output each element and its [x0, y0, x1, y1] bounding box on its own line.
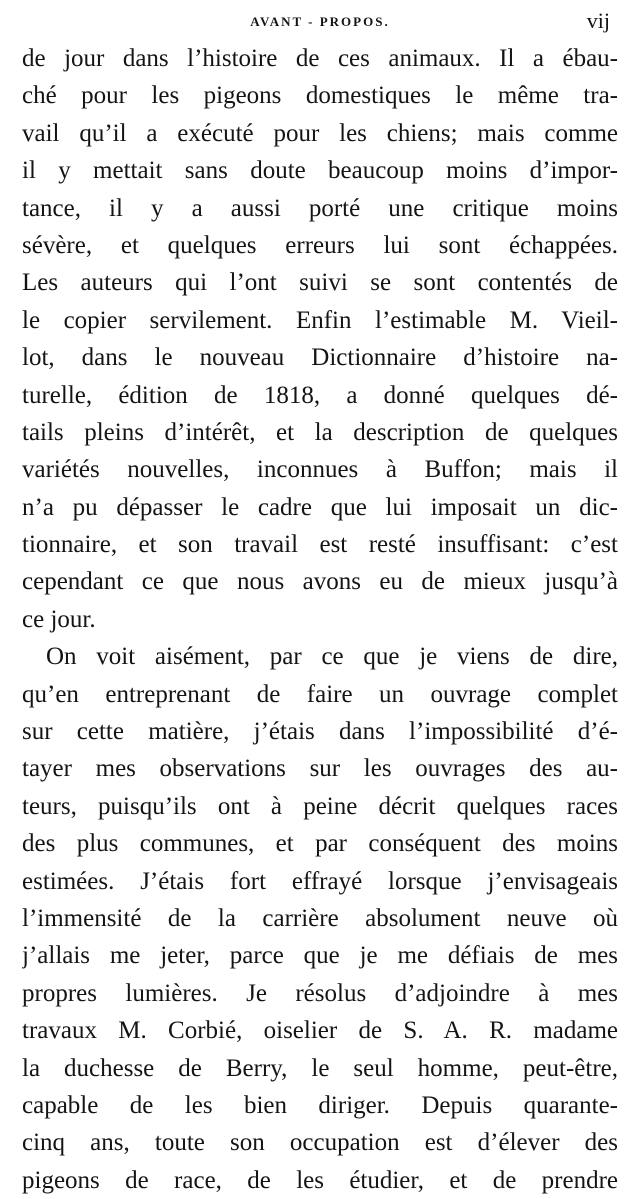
text-line: propres lumières. Je résolus d’adjoindre à mes [22, 979, 618, 1007]
text-line: On voit aisément, par ce que je viens de dire, [46, 643, 618, 671]
text-line: la duchesse de Berry, le seul homme, peut-être, [22, 1054, 618, 1082]
text-line: Les auteurs qui l’ont suivi se sont contentés de [22, 269, 618, 297]
text-line: tails pleins d’intérêt, et la description de quelques [22, 418, 618, 446]
page-number: vij [586, 8, 610, 33]
text-line: teurs, puisqu’ils ont à peine décrit quelques races [22, 792, 618, 820]
text-line: le copier servilement. Enfin l’estimable M. Vieil- [22, 306, 618, 334]
text-line: travaux M. Corbié, oiselier de S. A. R. madame [22, 1017, 618, 1045]
text-line: j’allais me jeter, parce que je me défiais de mes [22, 942, 618, 970]
text-line: cinq ans, toute son occupation est d’élever des [22, 1129, 618, 1157]
text-line: ce jour. [22, 605, 96, 633]
text-line: estimées. J’étais fort effrayé lorsque j’envisageais [22, 867, 618, 895]
text-line: lot, dans le nouveau Dictionnaire d’histoire na- [22, 344, 618, 372]
text-line: tance, il y a aussi porté une critique moins [22, 194, 618, 222]
text-line: vail qu’il a exécuté pour les chiens; mais comme [22, 119, 618, 147]
text-line: ché pour les pigeons domestiques le même tra- [22, 82, 618, 110]
text-line: de jour dans l’histoire de ces animaux. Il a ébau- [22, 45, 618, 72]
text-line: pigeons de race, de les étudier, et de prendre [22, 1166, 618, 1194]
paragraph-2 [22, 638, 618, 1199]
paragraph-1 [22, 40, 618, 638]
text-line: sévère, et quelques erreurs lui sont échappées. [22, 231, 618, 259]
text-line: tionnaire, et son travail est resté insuffisant: c’est [22, 531, 618, 559]
running-title: AVANT - PROPOS. [250, 14, 390, 29]
text-line: tayer mes observations sur les ouvrages des au- [22, 755, 618, 783]
running-head [22, 6, 618, 36]
text-line: des plus communes, et par conséquent des moins [22, 830, 618, 858]
text-line: turelle, édition de 1818, a donné quelques dé- [22, 381, 618, 409]
text-line: l’immensité de la carrière absolument neuve où [22, 904, 618, 932]
text-line: n’a pu dépasser le cadre que lui imposait un dic- [22, 493, 618, 521]
text-line: qu’en entreprenant de faire un ouvrage complet [22, 680, 618, 708]
text-line: cependant ce que nous avons eu de mieux jusqu’à [22, 568, 618, 596]
text-line: capable de les bien diriger. Depuis quarante- [22, 1091, 618, 1119]
body-text [22, 40, 618, 1199]
text-line: il y mettait sans doute beaucoup moins d’impor- [22, 157, 618, 185]
text-line: sur cette matière, j’étais dans l’impossibilité d’é- [22, 718, 618, 746]
text-line: variétés nouvelles, inconnues à Buffon; mais il [22, 456, 618, 484]
